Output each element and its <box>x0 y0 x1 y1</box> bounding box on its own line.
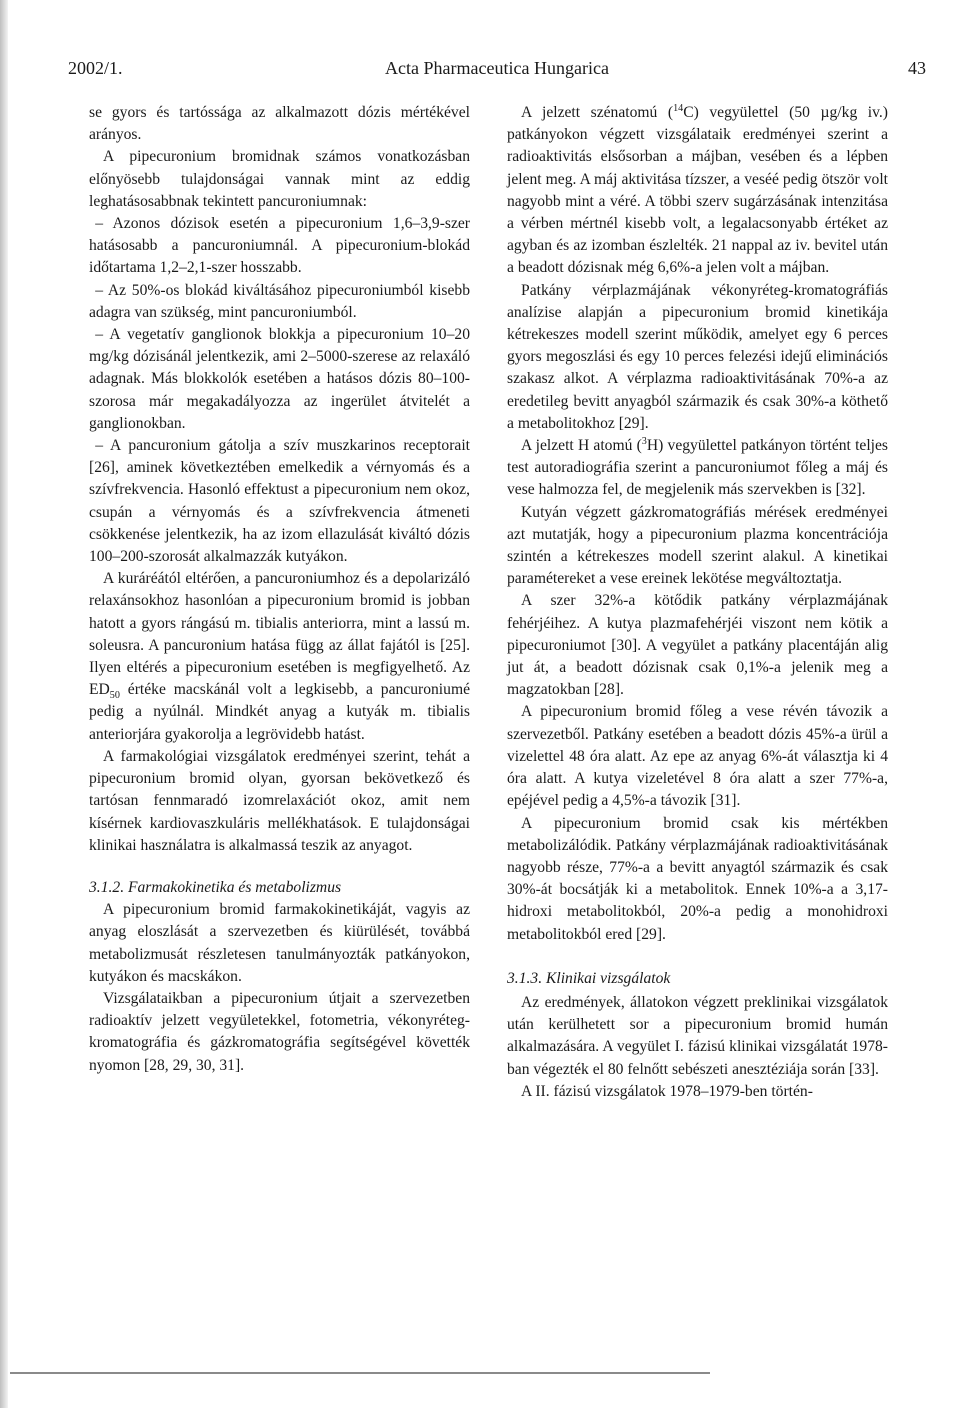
superscript: 14 <box>673 102 684 114</box>
text-run: A jelzett H atomú ( <box>521 437 642 455</box>
paragraph: A szer 32%-a kötődik patkány vérplazmájának fehérjéihez. A kutya plazmafehérjéi viszont nem kötik a pipecuroniumot [30]. A vegyület a patkány placentáján alig jut át, a beadott dózisnak csak 0,1%-a jelenik meg a magzatokban [28]. <box>507 592 888 699</box>
issue-number: 2002/1. <box>68 58 123 78</box>
text-run: A kuráréától eltérően, a pancuroniumhoz és a depolarizáló relaxánsokhoz hasonlóan a pipecuronium bromid is jobban hatott a gyors rángású m. tibialis anteriorra, mint a lassú m. soleusra. A pancuronium hatása függ az állat fajától is [25]. Ilyen eltérés a pipecuronium esetében is megfigyelhető. Az ED <box>89 570 470 699</box>
paragraph: Az eredmények, állatokon végzett preklinikai vizsgálatok után kerülhetett sor a pipecuronium bromid humán alkalmazására. A vegyület I. fázisú klinikai vizsgálatát 1978-ban végezték el 80 felnőtt sebészeti anesztéziája során [33]. <box>507 993 888 1078</box>
paragraph: A pipecuronium bromid farmakokinetikáját, vagyis az anyag eloszlását a szervezetben és kiürülését, továbbá metabolizmusát részletesen tanulmányozták patkányokon, kutyákon és macskákon. <box>89 901 470 985</box>
paragraph <box>89 568 470 746</box>
superscript: 3 <box>641 435 647 447</box>
text-run: értéke macskánál volt a legkisebb, a pancuroniumé pedig a nyúlnál. Mindkét anyag a kutyák m. tibialis anteriorjára gyakorolja a legrövidebb hatást. <box>89 681 470 743</box>
text-run: A jelzett szénatomú ( <box>521 104 674 121</box>
text-run: H) vegyülettel patkányon történt teljes test autoradiográfia szerint a pancuroniumot főleg a máj és vese halmozza fel, de megjelenik más szervekben is [32]. <box>507 437 888 499</box>
journal-title: Acta Pharmaceutica Hungarica <box>385 58 609 78</box>
subscript: 50 <box>109 690 120 702</box>
section-heading-313: 3.1.3. Klinikai vizsgálatok <box>507 969 671 987</box>
text-run: C) vegyülettel (50 µg/kg iv.) patkányokon végzett vizsgálataik eredményei szerint a radioaktivitás elsősorban a májban, vesében és a lépben jelent meg. A máj aktivitása tízszer, a veséé pedig ötször volt nagyobb mint a véré. A többi szerv sugárzásának intenzitása a vérben mértnél kisebb volt, a legalacsonyabb értéket az agyban és az izomban észlelték. 21 nappal az iv. bevitel után a beadott dózisnak még 6,6%-a jelen volt a májban. <box>507 104 888 277</box>
paragraph: Vizsgálataikban a pipecuronium útjait a szervezetben radioaktív jelzett vegyületekkel, fotometria, vékonyréteg-kromatográfia és gázkromatográfia segítségével követték nyomon [28, 29, 30, 31]. <box>89 989 470 1074</box>
paragraph <box>507 102 888 280</box>
list-item: – Az 50%-os blokád kiváltásához pipecuroniumból kisebb adagra van szükség, mint pancuroniumból. <box>89 281 470 321</box>
paragraph: A pipecuronium bromid főleg a vese révén távozik a szervezetből. Patkány esetében a beadott dózis 45%-a ürül a vizelettel 48 óra alatt. Az epe az anyag 6%-át választja ki 4 óra alatt. A kutya vizeletével 8 óra alatt a szer 77%-a, epéjével pedig a 4,5%-a távozik [31]. <box>507 703 888 810</box>
running-header <box>68 58 926 84</box>
list-item: – A pancuronium gátolja a szív muszkarinos receptorait [26], aminek következtében emelkedik a vérnyomás és a szívfrekvencia. Hasonló effektust a pipecuronium nem okoz, csupán a vérnyomás és a szívfrekvencia átmeneti csökkenése jelentkezik, ha az izom ellazulását kiváltó dózis 100–200-szorosát alkalmazzák kutyákon. <box>89 437 470 566</box>
paragraph: A farmakológiai vizsgálatok eredményei szerint, tehát a pipecuronium bromid olyan, gyorsan bekövetkező és tartósan fennmaradó izomrelaxációt okoz, amit nem kísérnek kardiovaszkuláris mellékhatások. E tulajdonságai klinikai használatra is alkalmassá teszik az anyagot. <box>89 747 470 854</box>
paragraph: A pipecuronium bromid csak kis mértékben metabolizálódik. Patkány vérplazmájának radioaktivitásának nagyobb része, 77%-a a bevitt anyagtól származik és csak 30%-át bocsátják ki a metabolitok. Ennek 10%-a a 3,17-hidroxi metabolitokból, 20%-a pedig a monohidroxi metabolitokból ered [29]. <box>507 814 888 943</box>
paragraph <box>507 435 888 502</box>
left-column <box>89 102 470 1077</box>
scan-bottom-rule <box>10 1372 710 1374</box>
paragraph: A II. fázisú vizsgálatok 1978–1979-ben történ- <box>521 1082 813 1100</box>
right-column <box>507 102 888 1103</box>
paragraph: A pipecuronium bromidnak számos vonatkozásban előnyösebb tulajdonságai vannak mint az eddig leghatásosabbnak tekintett pancuroniumnak: <box>89 148 470 210</box>
paragraph: Patkány vérplazmájának vékonyréteg-kromatográfiás analízise alapján a pipecuronium bromid kinetikája kétrekeszes modell szerint működik, amelyet egy 6 perces gyors megoszlási és egy 10 perces felezési idejű eliminációs szakasz alkot. A vérplazma radioaktivitásának 70%-a az eredetileg bevitt anyagból származik és csak 30%-a köthető a metabolitokhoz [29]. <box>507 281 888 432</box>
page-number: 43 <box>908 58 926 78</box>
list-item: – A vegetatív ganglionok blokkja a pipecuronium 10–20 mg/kg dózisánál jelentkezik, ami 2–5000-szerese az relaxáló adagnak. Más blokkolók esetében a hatásos dózis 80–100-szorosa már megakadályozza az ingerület átvitelét a ganglionokban. <box>89 326 470 432</box>
paragraph: Kutyán végzett gázkromatográfiás mérések eredményei azt mutatják, hogy a pipecuronium plazma koncentrációja szintén a kétrekeszes modell szerint alakul. A kinetikai paramétereket a vese ereinek lekötése megváltoztatja. <box>507 503 888 588</box>
scan-edge <box>0 0 8 1408</box>
list-item: – Azonos dózisok esetén a pipecuronium 1,6–3,9-szer hatásosabb a pancuroniumnál. A pipecuronium-blokád időtartama 1,2–2,1-szer hosszabb. <box>89 215 470 277</box>
section-heading-312: 3.1.2. Farmakokinetika és metabolizmus <box>89 878 342 896</box>
paragraph: se gyors és tartóssága az alkalmazott dózis mértékével arányos. <box>89 104 470 144</box>
